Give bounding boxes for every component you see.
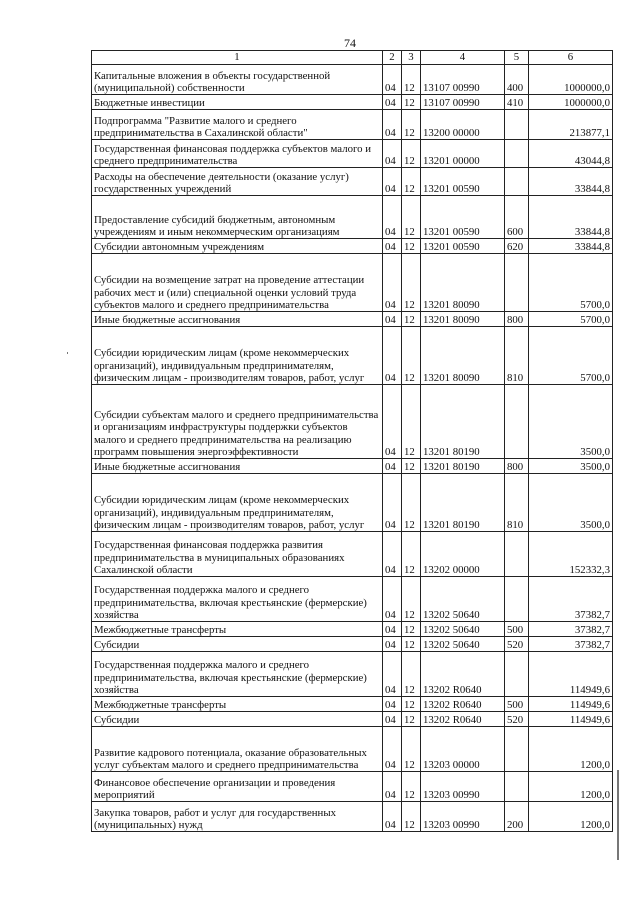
section-code-cell: 04 [383,459,402,474]
target-article-cell: 13201 80090 [421,327,505,385]
target-article-cell: 13107 00990 [421,95,505,110]
expense-type-cell [505,652,529,697]
target-article-cell: 13202 00000 [421,532,505,577]
table-row [92,312,613,327]
subsection-code-cell: 12 [402,110,421,140]
subsection-code-cell: 12 [402,65,421,95]
amount-cell: 33844,8 [529,239,613,254]
target-article-cell: 13200 00000 [421,110,505,140]
table-row [92,110,613,140]
section-code-cell: 04 [383,772,402,802]
expense-type-cell [505,727,529,772]
subsection-code-cell: 12 [402,637,421,652]
amount-cell: 114949,6 [529,697,613,712]
amount-cell: 37382,7 [529,577,613,622]
row-name-cell: Капитальные вложения в объекты государственной (муниципальной) собственности [92,65,383,95]
table-row [92,772,613,802]
row-name-cell: Субсидии [92,637,383,652]
subsection-code-cell: 12 [402,772,421,802]
expense-type-cell: 400 [505,65,529,95]
subsection-code-cell: 12 [402,196,421,239]
table-row [92,474,613,532]
amount-cell: 5700,0 [529,312,613,327]
expense-type-cell: 800 [505,312,529,327]
subsection-code-cell: 12 [402,385,421,459]
row-name-cell: Государственная финансовая поддержка субъектов малого и среднего предпринимательства [92,140,383,168]
row-name-cell: Финансовое обеспечение организации и проведения мероприятий [92,772,383,802]
row-name-cell: Субсидии автономным учреждениям [92,239,383,254]
table-row [92,622,613,637]
row-name-cell: Иные бюджетные ассигнования [92,459,383,474]
expense-type-cell: 810 [505,474,529,532]
row-name-cell: Субсидии субъектам малого и среднего предпринимательства и организациям инфраструктуры поддержки субъектов малого и среднего предпринимательства на реализацию программ повышения энергоэффективности [92,385,383,459]
target-article-cell: 13201 80090 [421,254,505,312]
row-name-cell: Государственная финансовая поддержка развития предпринимательства в муниципальных образованиях Сахалинской области [92,532,383,577]
section-code-cell: 04 [383,110,402,140]
column-header: 6 [529,51,613,65]
target-article-cell: 13202 50640 [421,577,505,622]
amount-cell: 37382,7 [529,637,613,652]
row-name-cell: Субсидии [92,712,383,727]
section-code-cell: 04 [383,652,402,697]
row-name-cell: Иные бюджетные ассигнования [92,312,383,327]
section-code-cell: 04 [383,65,402,95]
section-code-cell: 04 [383,577,402,622]
row-name-cell: Субсидии юридическим лицам (кроме некоммерческих организаций), индивидуальным предпринимателям, физическим лицам - производителям товаров, работ, услуг [92,474,383,532]
section-code-cell: 04 [383,622,402,637]
expense-type-cell: 600 [505,196,529,239]
subsection-code-cell: 12 [402,168,421,196]
target-article-cell: 13202 R0640 [421,697,505,712]
section-code-cell: 04 [383,637,402,652]
row-name-cell: Расходы на обеспечение деятельности (оказание услуг) государственных учреждений [92,168,383,196]
row-name-cell: Подпрограмма "Развитие малого и среднего предпринимательства в Сахалинской области" [92,110,383,140]
section-code-cell: 04 [383,474,402,532]
subsection-code-cell: 12 [402,459,421,474]
table-header-row [92,51,613,65]
section-code-cell: 04 [383,254,402,312]
amount-cell: 43044,8 [529,140,613,168]
amount-cell: 1000000,0 [529,95,613,110]
target-article-cell: 13201 80090 [421,312,505,327]
amount-cell: 152332,3 [529,532,613,577]
table-row [92,712,613,727]
expense-type-cell: 810 [505,327,529,385]
row-name-cell: Субсидии юридическим лицам (кроме некоммерческих организаций), индивидуальным предпринимателям, физическим лицам - производителям товаров, работ, услуг [92,327,383,385]
row-name-cell: Развитие кадрового потенциала, оказание образовательных услуг субъектам малого и среднего предпринимательства [92,727,383,772]
row-name-cell: Государственная поддержка малого и среднего предпринимательства, включая крестьянские (фермерские) хозяйства [92,577,383,622]
table-row [92,95,613,110]
row-name-cell: Закупка товаров, работ и услуг для государственных (муниципальных) нужд [92,802,383,832]
expense-type-cell [505,168,529,196]
expense-type-cell [505,772,529,802]
target-article-cell: 13202 50640 [421,622,505,637]
table-row [92,239,613,254]
target-article-cell: 13202 R0640 [421,652,505,697]
row-name-cell: Предоставление субсидий бюджетным, автономным учреждениям и иным некоммерческим организациям [92,196,383,239]
target-article-cell: 13201 00590 [421,196,505,239]
row-name-cell: Межбюджетные трансферты [92,697,383,712]
target-article-cell: 13202 R0640 [421,712,505,727]
column-header: 3 [402,51,421,65]
expense-type-cell [505,140,529,168]
section-code-cell: 04 [383,712,402,727]
target-article-cell: 13201 80190 [421,385,505,459]
expense-type-cell [505,532,529,577]
budget-table [91,50,613,832]
amount-cell: 1200,0 [529,727,613,772]
expense-type-cell [505,254,529,312]
table-row [92,65,613,95]
table-row [92,652,613,697]
table-row [92,727,613,772]
amount-cell: 3500,0 [529,474,613,532]
section-code-cell: 04 [383,140,402,168]
subsection-code-cell: 12 [402,622,421,637]
row-name-cell: Государственная поддержка малого и среднего предпринимательства, включая крестьянские (фермерские) хозяйства [92,652,383,697]
row-name-cell: Субсидии на возмещение затрат на проведение аттестации рабочих мест и (или) специальной оценки условий труда субъектов малого и среднего предпринимательства [92,254,383,312]
page-number: 74 [344,36,356,50]
row-name-cell: Бюджетные инвестиции [92,95,383,110]
expense-type-cell: 500 [505,697,529,712]
amount-cell: 114949,6 [529,712,613,727]
amount-cell: 3500,0 [529,459,613,474]
amount-cell: 1200,0 [529,802,613,832]
column-header: 2 [383,51,402,65]
expense-type-cell: 520 [505,712,529,727]
column-header: 5 [505,51,529,65]
section-code-cell: 04 [383,385,402,459]
target-article-cell: 13201 00000 [421,140,505,168]
table-row [92,168,613,196]
subsection-code-cell: 12 [402,254,421,312]
section-code-cell: 04 [383,239,402,254]
target-article-cell: 13201 00590 [421,168,505,196]
subsection-code-cell: 12 [402,697,421,712]
subsection-code-cell: 12 [402,239,421,254]
table-row [92,327,613,385]
column-header: 4 [421,51,505,65]
scan-artifact-mark [617,770,619,860]
section-code-cell: 04 [383,802,402,832]
expense-type-cell: 410 [505,95,529,110]
section-code-cell: 04 [383,327,402,385]
expense-type-cell: 620 [505,239,529,254]
amount-cell: 114949,6 [529,652,613,697]
section-code-cell: 04 [383,697,402,712]
subsection-code-cell: 12 [402,577,421,622]
section-code-cell: 04 [383,532,402,577]
expense-type-cell [505,577,529,622]
amount-cell: 5700,0 [529,254,613,312]
amount-cell: 33844,8 [529,196,613,239]
table-row [92,254,613,312]
target-article-cell: 13203 00990 [421,772,505,802]
subsection-code-cell: 12 [402,95,421,110]
expense-type-cell: 800 [505,459,529,474]
expense-type-cell: 500 [505,622,529,637]
table-row [92,459,613,474]
table-row [92,697,613,712]
expense-type-cell [505,110,529,140]
amount-cell: 1000000,0 [529,65,613,95]
section-code-cell: 04 [383,727,402,772]
amount-cell: 1200,0 [529,772,613,802]
table-row [92,577,613,622]
target-article-cell: 13203 00000 [421,727,505,772]
column-header: 1 [92,51,383,65]
subsection-code-cell: 12 [402,532,421,577]
target-article-cell: 13203 00990 [421,802,505,832]
expense-type-cell [505,385,529,459]
table-row [92,802,613,832]
amount-cell: 3500,0 [529,385,613,459]
section-code-cell: 04 [383,196,402,239]
subsection-code-cell: 12 [402,312,421,327]
subsection-code-cell: 12 [402,802,421,832]
table-row [92,532,613,577]
amount-cell: 37382,7 [529,622,613,637]
amount-cell: 33844,8 [529,168,613,196]
target-article-cell: 13201 80190 [421,459,505,474]
subsection-code-cell: 12 [402,727,421,772]
subsection-code-cell: 12 [402,140,421,168]
expense-type-cell: 520 [505,637,529,652]
section-code-cell: 04 [383,168,402,196]
subsection-code-cell: 12 [402,327,421,385]
expense-type-cell: 200 [505,802,529,832]
table-row [92,196,613,239]
target-article-cell: 13202 50640 [421,637,505,652]
target-article-cell: 13201 00590 [421,239,505,254]
section-code-cell: 04 [383,95,402,110]
subsection-code-cell: 12 [402,652,421,697]
table-row [92,637,613,652]
target-article-cell: 13107 00990 [421,65,505,95]
row-name-cell: Межбюджетные трансферты [92,622,383,637]
target-article-cell: 13201 80190 [421,474,505,532]
table-body [92,65,613,832]
scan-artifact-mark [67,352,68,354]
amount-cell: 5700,0 [529,327,613,385]
subsection-code-cell: 12 [402,712,421,727]
table-row [92,140,613,168]
section-code-cell: 04 [383,312,402,327]
subsection-code-cell: 12 [402,474,421,532]
amount-cell: 213877,1 [529,110,613,140]
table-row [92,385,613,459]
